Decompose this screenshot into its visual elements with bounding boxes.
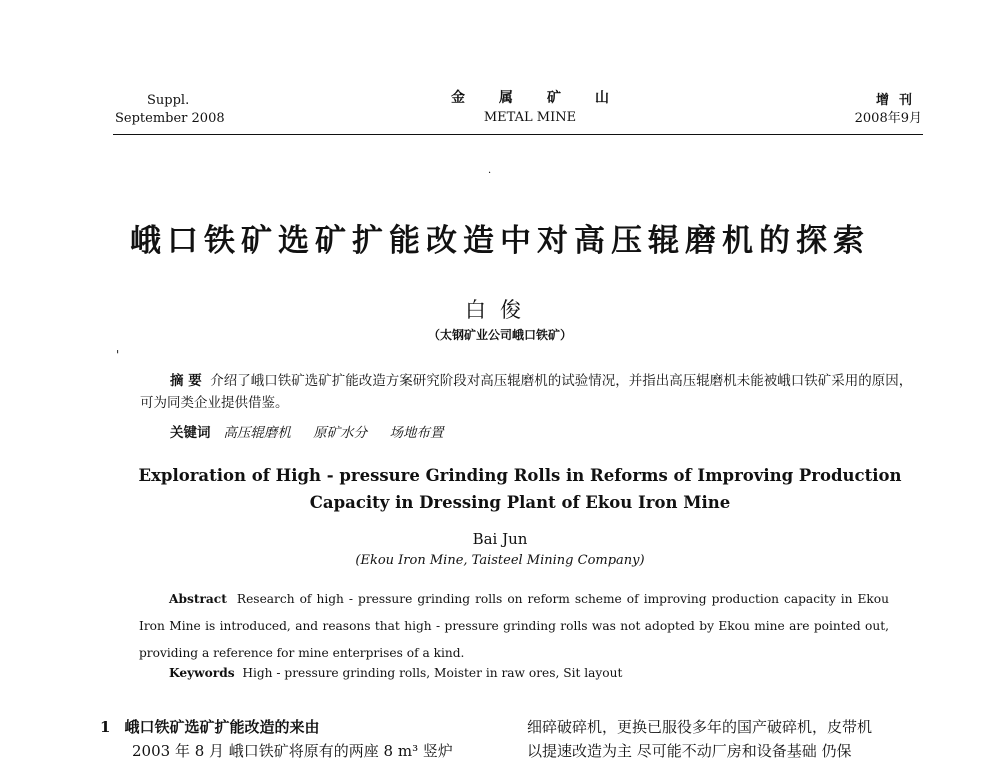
keywords-en: [169, 666, 622, 680]
keywords-cn: [170, 421, 461, 441]
journal-name-cn: 金属矿山: [451, 90, 643, 106]
abstract-en-text: Research of high - pressure grinding rolls on reform scheme of improving production capacity in Ekou Iron Mine is introduced, and reasons that high - pressure grinding rolls was not adopted by Ekou mine are pointed out, providing a reference for mine enterprises of a kind.: [139, 592, 889, 660]
keywords-en-text: High - pressure grinding rolls, Moister in raw ores, Sit layout: [242, 666, 623, 680]
keyword-cn-item: 高压辊磨机: [223, 425, 291, 441]
keywords-en-label: Keywords: [169, 666, 235, 680]
affiliation-en: (Ekou Iron Mine, Taisteel Mining Company): [355, 553, 645, 568]
center-dot: ·: [488, 168, 492, 179]
affiliation-cn: （太钢矿业公司峨口铁矿）: [427, 328, 572, 342]
author-name-en: Bai Jun: [472, 530, 528, 548]
header-left: [115, 92, 225, 128]
body-text-col1-line: 2003 年 8 月 峨口铁矿将原有的两座 8 m³ 竖炉: [132, 742, 453, 760]
header-date-en: September 2008: [115, 111, 225, 126]
header-date-cn: 2008年9月: [854, 111, 922, 126]
journal-name-en: METAL MINE: [483, 110, 577, 125]
article-title-en-line2: Capacity in Dressing Plant of Ekou Iron Mine: [309, 493, 731, 512]
margin-mark: ': [116, 348, 120, 362]
author-name-cn: 白俊: [465, 298, 535, 322]
header-right: [855, 92, 922, 128]
header-suppl: Suppl.: [147, 93, 190, 108]
header-supplement-cn: 增刊: [875, 93, 922, 108]
section-title: 峨口铁矿选矿扩能改造的来由: [124, 718, 320, 736]
abstract-cn: [140, 370, 915, 414]
body-text-col2-line1: 细碎破碎机，更换已服役多年的国产破碎机，皮带机: [527, 718, 873, 736]
abstract-en-label: Abstract: [169, 592, 227, 606]
keywords-cn-label: 关键词: [170, 425, 211, 441]
header-journal: [400, 88, 660, 128]
article-title-en-line1: Exploration of High - pressure Grinding Rolls in Reforms of Improving Production: [138, 466, 902, 485]
article-title-en: [120, 462, 920, 516]
keyword-cn-item: 场地布置: [389, 425, 444, 441]
section-heading: [100, 716, 319, 737]
section-number: 1: [100, 718, 111, 736]
keyword-cn-item: 原矿水分: [313, 425, 368, 441]
body-text-col2-line2: 以提速改造为主 尽可能不动厂房和设备基础 仍保: [527, 742, 852, 760]
abstract-en: [139, 586, 889, 667]
header-rule: [113, 134, 923, 135]
abstract-cn-label: 摘 要: [170, 373, 202, 389]
abstract-cn-text: 介绍了峨口铁矿选矿扩能改造方案研究阶段对高压辊磨机的试验情况，并指出高压辊磨机未能被峨口铁矿采用的原因，可为同类企业提供借鉴。: [140, 373, 913, 411]
article-title-cn: 峨口铁矿选矿扩能改造中对高压辊磨机的探索: [130, 223, 870, 259]
